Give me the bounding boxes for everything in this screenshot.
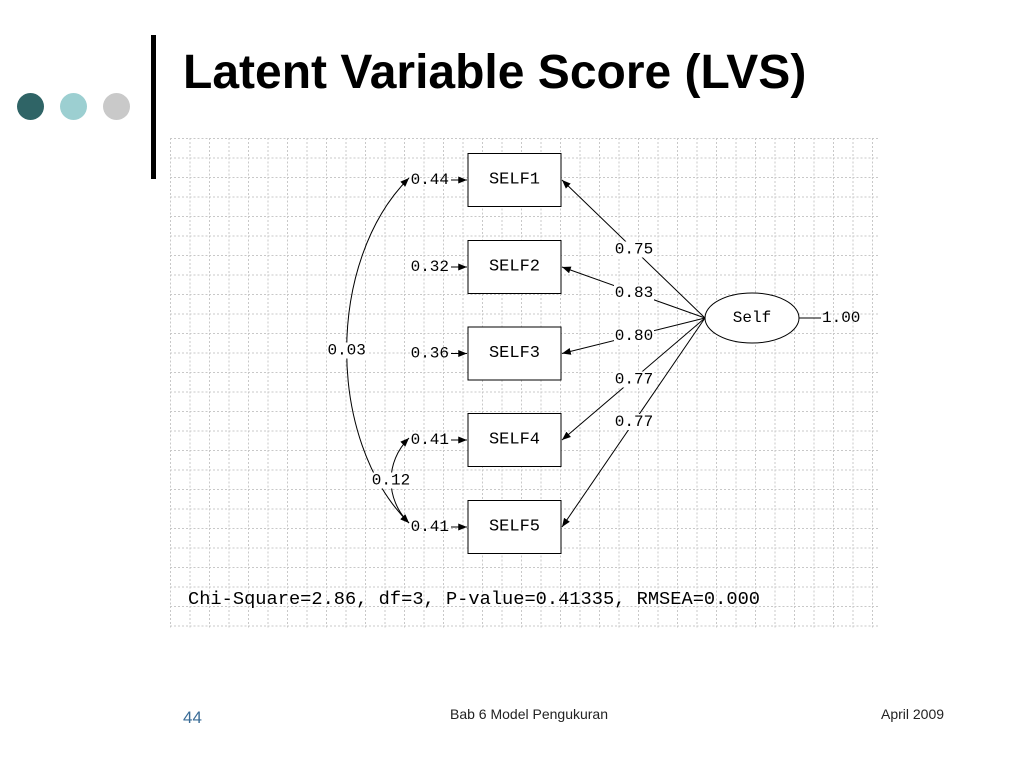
footer-text: Bab 6 Model Pengukuran <box>450 706 608 722</box>
loading-label: 0.80 <box>614 327 654 345</box>
observed-variable-name: SELF5 <box>488 517 541 537</box>
error-variance-label: 0.44 <box>410 171 449 189</box>
loading-label: 0.83 <box>614 284 654 302</box>
loading-label: 0.77 <box>614 413 654 431</box>
diagram-area <box>170 138 878 628</box>
observed-variable-name: SELF4 <box>488 430 541 450</box>
error-covariance-label: 0.03 <box>327 341 366 360</box>
slide-number: 44 <box>183 708 202 727</box>
path-diagram <box>170 138 878 628</box>
error-variance-label: 0.36 <box>410 344 449 363</box>
fit-statistics: Chi-Square=2.86, df=3, P-value=0.41335, RMSEA=0.000 <box>188 590 760 610</box>
loading-label: 0.75 <box>614 240 654 259</box>
slide-title: Latent Variable Score (LVS) <box>183 46 807 99</box>
decor-dot-gray <box>103 93 130 120</box>
error-variance-label: 0.41 <box>410 518 449 536</box>
diagram-grid <box>170 138 878 628</box>
observed-variable-name: SELF3 <box>488 344 541 363</box>
decor-dot-dark <box>17 93 44 120</box>
latent-variable-name: Self <box>732 309 772 327</box>
error-covariance-label: 0.12 <box>371 471 411 490</box>
title-divider-bar <box>151 35 156 179</box>
error-variance-label: 0.41 <box>410 431 449 449</box>
observed-variable-name: SELF1 <box>488 170 541 190</box>
footer-date: April 2009 <box>881 706 945 722</box>
error-variance-label: 0.32 <box>410 258 449 276</box>
latent-variance-label: 1.00 <box>822 309 861 327</box>
decor-dot-light <box>60 93 87 120</box>
loading-label: 0.77 <box>614 370 654 389</box>
observed-variable-name: SELF2 <box>488 257 541 277</box>
